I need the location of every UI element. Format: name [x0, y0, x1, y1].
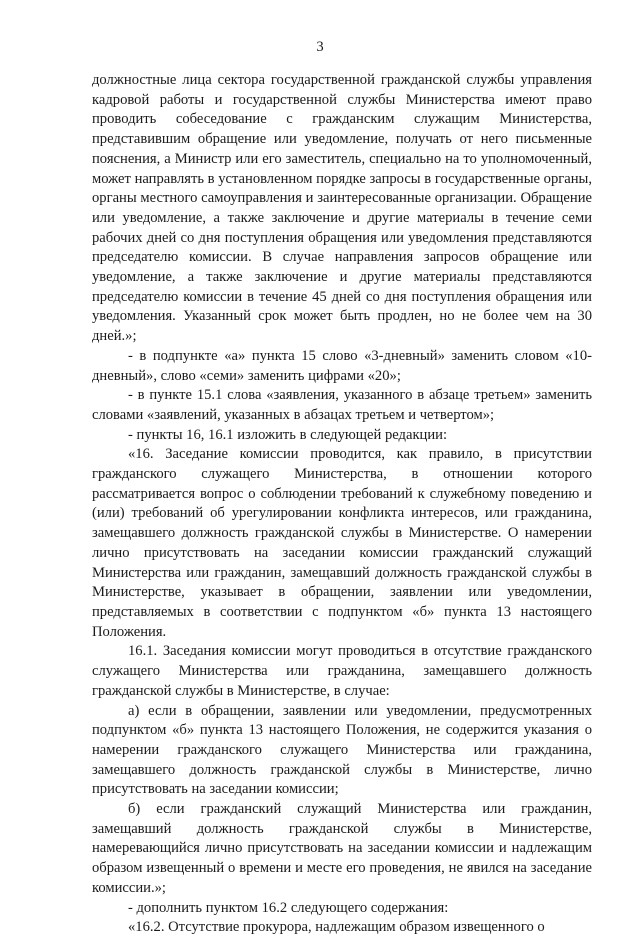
paragraph-7: а) если в обращении, заявлении или уведомлении, предусмотренных подпунктом «б» пункта 13 настоящего Положения, не содержится указания о намерении гражданского служащего Министерства или гражданина, замещавшего должность гражданской службы в Министерстве, лично присутствовать на заседании комиссии; [92, 702, 592, 798]
paragraph-6: 16.1. Заседания комиссии могут проводиться в отсутствие гражданского служащего Министерства или гражданина, замещавшего должность гражданской службы в Министерстве, в случае: [92, 643, 592, 699]
paragraph-1: должностные лица сектора государственной гражданской службы управления кадровой работы и государственной службы Министерства имеют право проводить собеседование с гражданским служащим Министерства, представившим обращение или уведомление, получать от него письменные пояснения, а Министр или его заместитель, специально на то уполномоченный, может направлять в установленном порядке запросы в государственные органы, органы местного самоуправления и заинтересованные организации. Обращение или уведомление, а также заключение и другие материалы в течение семи рабочих дней со дня поступления обращения или уведомления представляются председателю комиссии. В случае направления запросов обращение или уведомление, а также заключение и другие материалы представляются председателю комиссии в течение 45 дней со дня поступления обращения или уведомления. Указанный срок может быть продлен, но не более чем на 30 дней.»; [92, 72, 592, 345]
paragraph-9: - дополнить пунктом 16.2 следующего содержания: [128, 899, 449, 916]
paragraph-5: «16. Заседание комиссии проводится, как правило, в присутствии гражданского служащего Министерства, в отношении которого рассматривается вопрос о соблюдении требований к служебному поведению и (или) требований об урегулировании конфликта интересов, или гражданина, замещавшего должность гражданской службы в Министерстве. О намерении лично присутствовать на заседании комиссии гражданский служащий Министерства или гражданин, замещавший должность гражданской службы в Министерстве, указывает в обращении, заявлении или уведомлении, представляемых в соответствии с подпунктом «б» пункта 13 настоящего Положения. [92, 446, 592, 640]
paragraph-10: «16.2. Отсутствие прокурора, надлежащим образом извещенного о [128, 919, 545, 936]
document-body [92, 71, 592, 938]
page-number: 3 [316, 39, 324, 55]
paragraph-2: - в подпункте «а» пункта 15 слово «3-дневный» заменить словом «10-дневный», слово «семи» заменить цифрами «20»; [92, 347, 592, 384]
paragraph-3: - в пункте 15.1 слова «заявления, указанного в абзаце третьем» заменить словами «заявлений, указанных в абзацах третьем и четвертом»; [92, 387, 592, 423]
paragraph-8: б) если гражданский служащий Министерства или гражданин, замещавший должность гражданской службы в Министерстве, намеревающийся лично присутствовать на заседании комиссии и надлежащим образом извещенный о времени и месте его проведения, не явился на заседание комиссии.»; [92, 801, 592, 896]
paragraph-4: - пункты 16, 16.1 изложить в следующей редакции: [128, 426, 448, 443]
